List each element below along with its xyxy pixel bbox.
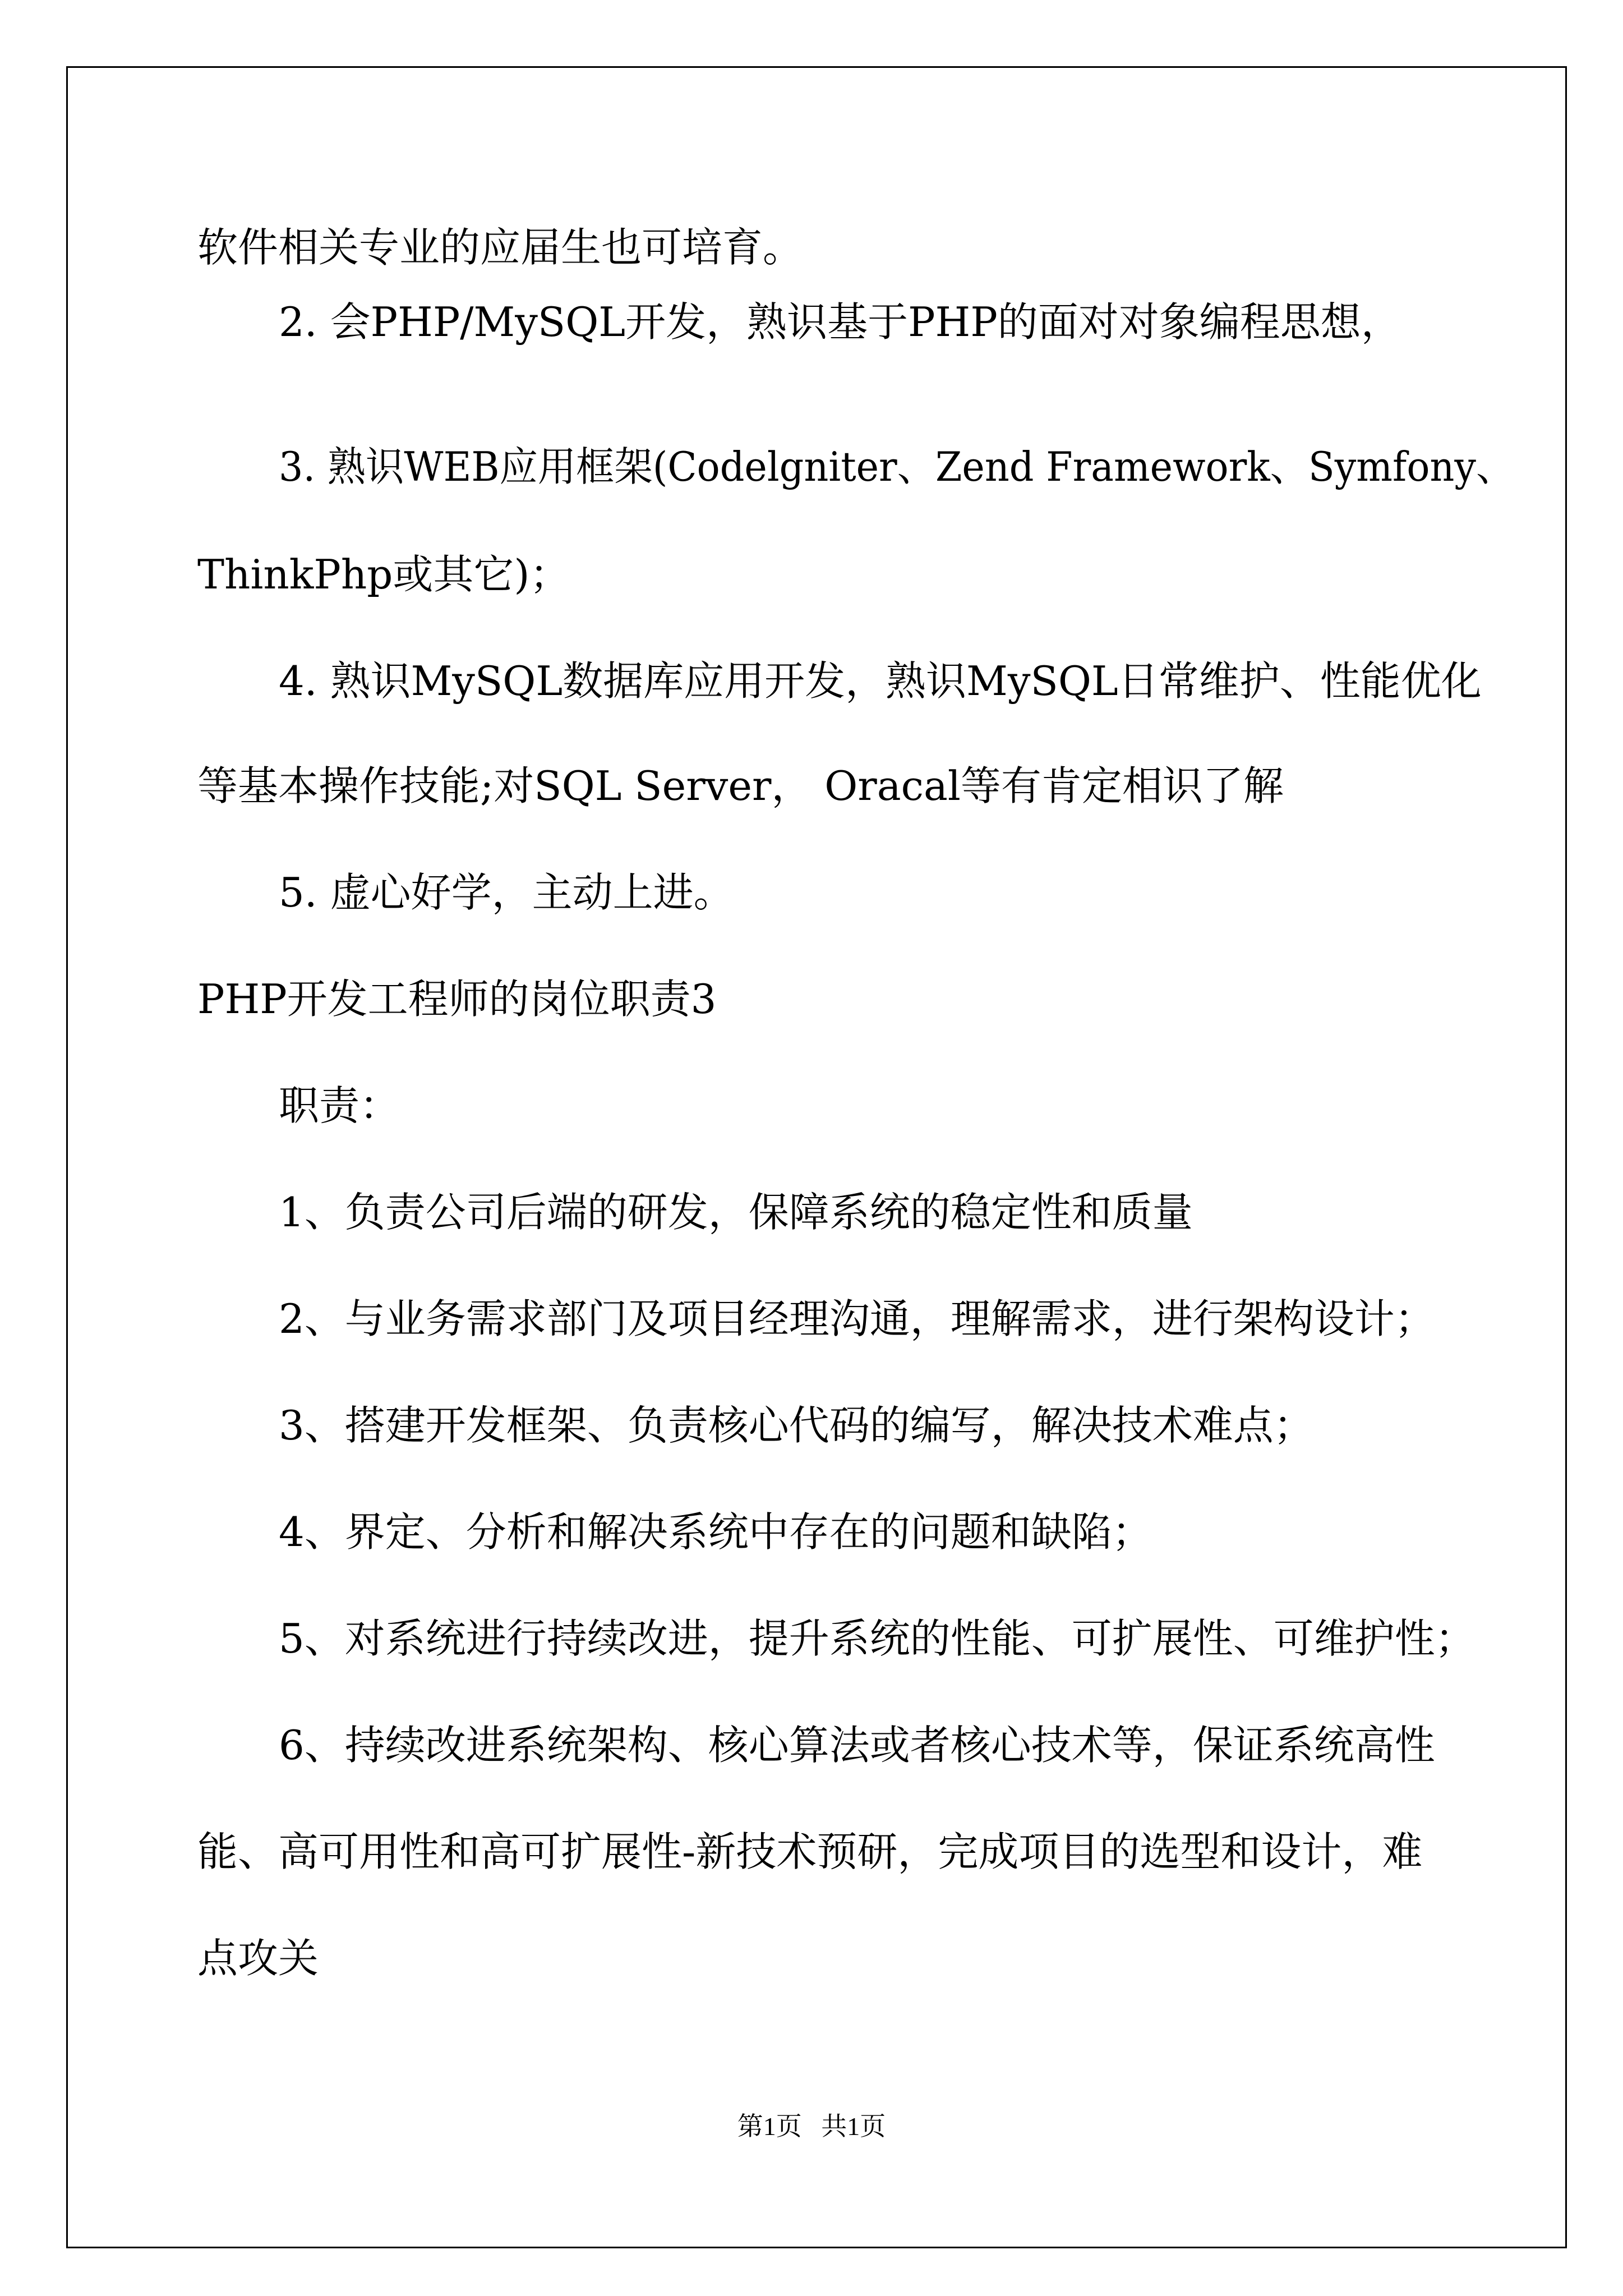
page-footer: 第1页 共1页 <box>737 2112 886 2141</box>
text-line: 能、高可用性和高可扩展性-新技术预研，完成项目的选型和设计，难 <box>197 1828 1423 1875</box>
list-item: 3、搭建开发框架、负责核心代码的编写，解决技术难点； <box>279 1402 1314 1449</box>
section-heading: PHP开发工程师的岗位职责3 <box>197 976 717 1023</box>
text-line: 软件相关专业的应届生也可培育。 <box>197 224 804 271</box>
text-line: 3. 熟识WEB应用框架(Codelgniter、Zend Framework、Symfony、 <box>279 443 1515 490</box>
text-line: ThinkPhp或其它)； <box>197 551 570 598</box>
text-line: 2. 会PHP/MySQL开发，熟识基于PHP的面对对象编程思想， <box>279 298 1401 346</box>
text-line: 点攻关 <box>197 1935 319 1982</box>
text-line: 等基本操作技能;对SQL Server， Oracal等有肯定相识了解 <box>197 762 1284 809</box>
list-item: 4、界定、分析和解决系统中存在的问题和缺陷； <box>279 1508 1152 1556</box>
text-line: 4. 熟识MySQL数据库应用开发，熟识MySQL日常维护、性能优化 <box>279 657 1482 705</box>
list-item: 6、持续改进系统架构、核心算法或者核心技术等，保证系统高性 <box>279 1722 1435 1769</box>
list-item: 2、与业务需求部门及项目经理沟通，理解需求，进行架构设计； <box>279 1295 1435 1342</box>
page-border <box>66 66 1567 2248</box>
list-item: 5、对系统进行持续改进，提升系统的性能、可扩展性、可维护性； <box>279 1615 1476 1662</box>
text-line: 职责： <box>279 1082 400 1129</box>
text-line: 5. 虚心好学，主动上进。 <box>279 869 734 916</box>
list-item: 1、负责公司后端的研发，保障系统的稳定性和质量 <box>279 1189 1193 1236</box>
